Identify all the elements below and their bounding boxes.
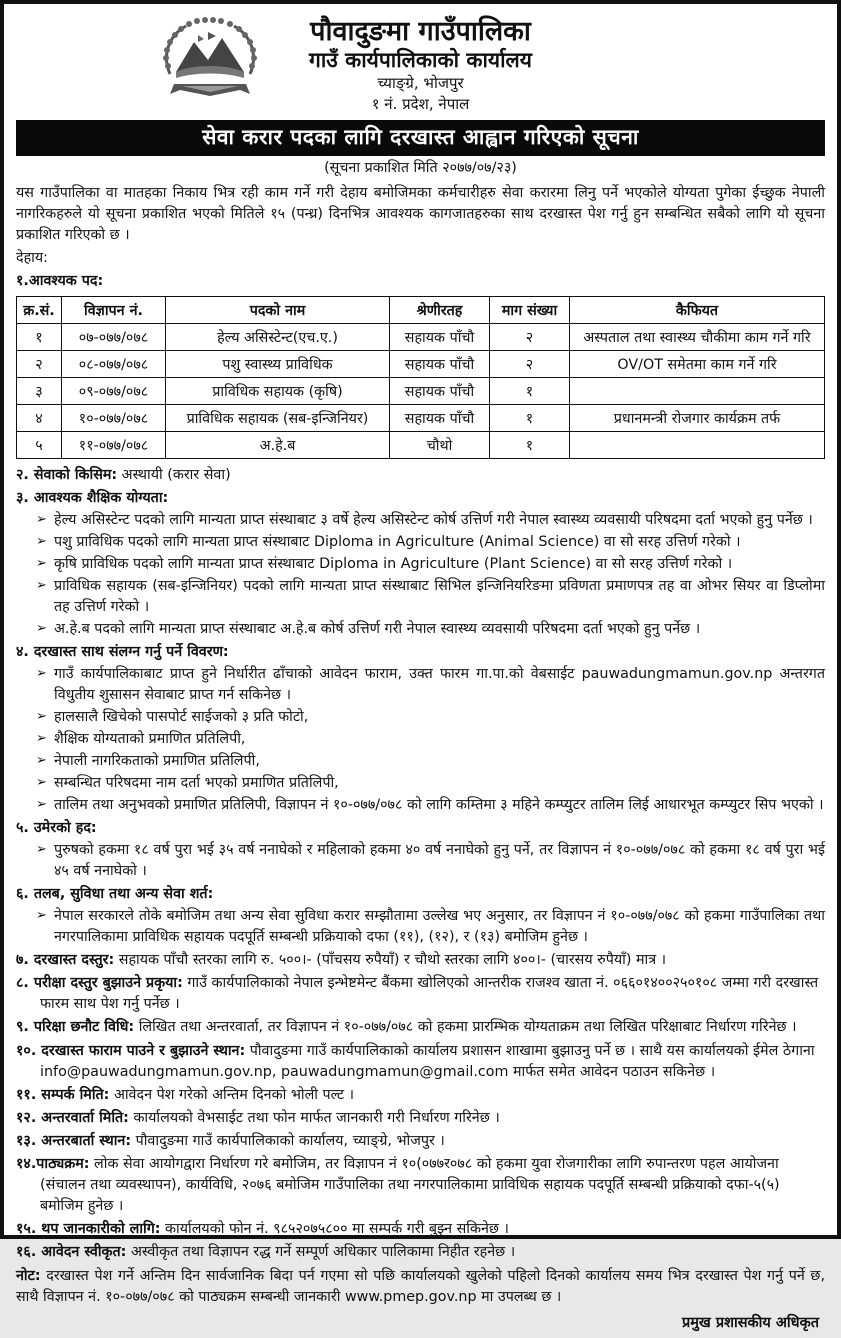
section-title: ६. तलब, सुविधा तथा अन्य सेवा शर्त: [16, 886, 214, 903]
table-row [17, 351, 825, 378]
section-text: कार्यालयको फोन नं. ९८५२०७५८०० मा सम्पर्क गरी बुझ्न सकिनेछ । [160, 1220, 509, 1237]
table-cell: सहायक पाँचौ [390, 405, 490, 432]
section-text: अस्थायी (करार सेवा) [117, 467, 231, 484]
section-text: पौवादुङमा गाउँ कार्यपालिकाको कार्यालय, च्याङ्ग्रे, भोजपुर । [131, 1132, 445, 1149]
bullet-text: पशु प्राविधिक पदको लागि मान्यता प्राप्त संस्थाबाट Diploma in Agriculture (Animal Science) वा सो सरह उत्तिर्ण गरेको । [54, 534, 741, 551]
note-text: दरखास्त पेश गर्ने अन्तिम दिन सार्वजानिक बिदा पर्न गएमा सो पछि कार्यालयको खुलेको पहिलो दिनको कार्यालय समय भित्र दरखास्त पेश गर्नु पर्ने छ, साथै विज्ञापन नं. १०-०७७/०७८ को पाठ्यक्रम सम्बन्धी जानकारी www.pmep.gov.np मा उपलब्ध छ । [16, 1267, 825, 1305]
table-cell: २ [490, 351, 570, 378]
arrow-bullet-icon: ➢ [36, 775, 47, 791]
table-cell: सहायक पाँचौ [390, 351, 490, 378]
bullet-item [36, 795, 825, 816]
table-cell: १ [490, 378, 570, 405]
intro-paragraph: यस गाउँपालिका वा मातहका निकाय भित्र रही काम गर्ने गरी देहाय बमोजिमका कर्मचारीहरु सेवा करारमा लिनु पर्ने भएकोले योग्यता पुगेका ईच्छुक नेपाली नागरिकहरुले यो सूचना प्रकाशित भएको मितिले १५ (पन्ध्र) दिनभित्र आवश्यक कागजातहरुका साथ दरखास्त पेश गर्नु हुन सम्बन्धित सबैको लागि यो सूचना प्रकाशित गरिएको छ । [16, 185, 826, 244]
section-heading [16, 1219, 825, 1240]
bullet-text: कृषि प्राविधिक पदको लागि मान्यता प्राप्त संस्थाबाट Diploma in Agriculture (Plant Science) वा सो सरह उत्तिर्ण गरेको । [54, 556, 733, 573]
section-title: ७. दरखास्त दस्तुर: [16, 952, 115, 969]
bullet-item [36, 554, 825, 575]
section-heading [16, 818, 825, 839]
section-heading [16, 950, 825, 971]
table-row [17, 405, 825, 432]
section-title: ८. परीक्षा दस्तुर बुझाउने प्रकृया: [16, 975, 183, 992]
bullet-text: हेल्य असिस्टेन्ट पदको लागि मान्यता प्राप्त संस्थाबाट ३ वर्षे हेल्य असिस्टेन्ट कोर्ष उत्तिर्ण गरी नेपाल स्वास्थ्य व्यवसायी परिषदमा दर्ता भएको हुनु पर्नेछ । [54, 512, 813, 529]
bullet-item [36, 664, 825, 706]
table-cell: २ [490, 324, 570, 351]
note-label: नोट: [16, 1267, 41, 1284]
arrow-bullet-icon: ➢ [36, 534, 47, 550]
column-header: श्रेणीरतह [390, 297, 490, 324]
section-text: आवेदन पेश गरेको अन्तिम दिनको भोली पल्ट । [109, 1086, 355, 1103]
bullet-text: तालिम तथा अनुभवको प्रमाणित प्रतिलिपी, विज्ञापन नं १०-०७७/०७८ को लागि कम्तिमा ३ महिने कम्प्युटर तालिम लिई आधारभूत कम्प्युटर सिप भएको । [54, 797, 824, 814]
notice-title-banner: सेवा करार पदका लागि दरखास्त आह्वान गरिएको सूचना [16, 120, 825, 156]
table-cell: पशु स्वास्थ्य प्राविधिक [166, 351, 390, 378]
section-title: ४. दरखास्त साथ संलग्न गर्नु पर्ने विवरण: [16, 644, 229, 661]
column-header: क्र.सं. [17, 297, 62, 324]
section-text: गाउँ कार्यपालिकाको नेपाल इन्भेष्टमेन्ट बैंकमा खोलिएको आन्तरीक राजश्व खाता नं. ०६६०१४००२५०१०८ जम्मा गरी दरखास्त फारम साथ पेश गर्नु पर्नेछ । [40, 975, 819, 1013]
section-heading [16, 973, 825, 1015]
bullet-text: नेपाल सरकारले तोके बमोजिम तथा अन्य सेवा सुविधा करार सम्झौतामा उल्लेख भए अनुसार, तर विज्ञापन नं १०-०७७/०७८ को हकमा गाउँपालिका तथा नगरपालिकामा प्राविधिक सहायक पदपूर्ति सम्बन्धी प्रक्रियाको दफा (११), (१२), र (१३) बमोजिम हुनेछ । [54, 908, 825, 946]
section-title: १३. अन्तरबार्ता स्थान: [16, 1132, 132, 1149]
table-row [17, 324, 825, 351]
bullet-item [36, 751, 825, 772]
section-1-title: १.आवश्यक पद: [16, 273, 104, 290]
table-header-row [17, 297, 825, 324]
arrow-bullet-icon: ➢ [36, 842, 47, 858]
table-cell: ४ [17, 405, 62, 432]
arrow-bullet-icon: ➢ [36, 797, 47, 813]
municipality-name: पौवादुङमा गाउँपालिका [310, 16, 531, 47]
bullet-item [36, 510, 825, 531]
bullet-item [36, 840, 825, 882]
table-cell: १ [17, 324, 62, 351]
table-cell [570, 432, 825, 459]
bullet-text: शैक्षिक योग्यताको प्रमाणित प्रतिलिपी, [54, 731, 246, 748]
column-header: विज्ञापन नं. [62, 297, 166, 324]
section-title: ५. उमेरको हद: [16, 820, 97, 837]
table-cell: सहायक पाँचौ [390, 378, 490, 405]
arrow-bullet-icon: ➢ [36, 556, 47, 572]
section-text: सहायक पाँचौ स्तरका लागि रु. ५००।- (पाँचसय रुपैयाँ) र चौथो स्तरका लागि ४००।- (चारसय रुपैयाँ) मात्र । [114, 952, 667, 969]
sections-list [16, 465, 825, 1263]
table-cell: प्राविधिक सहायक (सब-इन्जिनियर) [166, 405, 390, 432]
section-heading [16, 1108, 825, 1129]
table-cell: ३ [17, 378, 62, 405]
section-heading [16, 1154, 825, 1217]
table-cell: १ [490, 432, 570, 459]
published-date: (सूचना प्रकाशित मिति २०७७/०७/२३) [324, 160, 517, 176]
table-cell [570, 378, 825, 405]
bullet-text: प्राविधिक सहायक (सब-इन्जिनियर) पदको लागि मान्यता प्राप्त संस्थाबाट सिभिल इन्जिनियरिङमा प्रविणता प्रमाणपत्र तह वा ओभर सियर वा डिप्लोमा तह उत्तिर्ण गरेको । [54, 578, 825, 616]
bullet-item [36, 532, 825, 553]
bullet-text: नेपाली नागरिकताको प्रमाणित प्रतिलिपी, [54, 753, 260, 770]
table-cell: ११-०७७/०७८ [62, 432, 166, 459]
section-heading [16, 1085, 825, 1106]
office-address: च्याङ्ग्रे, भोजपुर [377, 74, 464, 93]
arrow-bullet-icon: ➢ [36, 666, 47, 682]
section-title: ३. आवश्यक शैक्षिक योग्यता: [16, 490, 169, 507]
column-header: माग संख्या [490, 297, 570, 324]
section-text: लिखित तथा अन्तरवार्ता, तर विज्ञापन नं १०-०७७/०७८ को हकमा प्रारम्भिक योग्यताक्रम तथा लिखित परिक्षाबाट निर्धारण गरिनेछ । [134, 1019, 797, 1036]
section-heading [16, 1131, 825, 1152]
section-title: १२. अन्तरवार्ता मिति: [16, 1109, 129, 1126]
arrow-bullet-icon: ➢ [36, 731, 47, 747]
nepal-emblem-icon [152, 14, 268, 114]
section-text: लोक सेवा आयोगद्वारा निर्धारण गरे बमोजिम, तर विज्ञापन नं १०(०७७र०७८ को हकमा युवा रोजगारीका लागि रुपान्तरण पहल आयोजना (संचालन तथा व्यवस्थापन), कार्यविधि, २०७६ बमोजिम गाउँपालिका तथा नगरपालिकामा प्राविधिक सहायक पदपूर्ति सम्बन्धी प्रक्रियाको दफा-५(५) बमोजिम हुनेछ । [40, 1155, 780, 1214]
section-heading [16, 1041, 825, 1083]
bullet-text: सम्बन्धित परिषदमा नाम दर्ता भएको प्रमाणित प्रतिलिपी, [54, 775, 339, 792]
section-title: १६. आवेदन स्वीकृत: [16, 1243, 127, 1260]
table-row [17, 432, 825, 459]
table-row [17, 378, 825, 405]
table-cell: प्राविधिक सहायक (कृषि) [166, 378, 390, 405]
section-text: पौवादुङमा गाउँ कार्यपालिकाको कार्यालय प्रशासन शाखामा बुझाउनु पर्ने छ । साथै यस कार्यालयको ईमेल ठेगाना info@pauwadungmamun.gov.np, pauwadungmamun@gmail.com मार्फत समेत आवेदन पठाउन सकिनेछ । [40, 1042, 815, 1080]
section-title: १५. थप जानकारीको लागि: [16, 1220, 161, 1237]
section-text: कार्यालयको वेभसाईट तथा फोन मार्फत जानकारी गरी निर्धारण गरिनेछ । [128, 1109, 500, 1126]
bullet-text: अ.हे.ब पदको लागि मान्यता प्राप्त संस्थाबाट अ.हे.ब कोर्ष उत्तिर्ण गरी नेपाल स्वास्थ्य व्यवसायी परिषदमा दर्ता भएको हुनु पर्नेछ । [54, 621, 701, 638]
table-cell: १ [490, 405, 570, 432]
section-text: अस्वीकृत तथा विज्ञापन रद्ध गर्ने सम्पूर्ण अधिकार पालिकामा निहीत रहनेछ । [126, 1243, 516, 1260]
section-title: ९. परिक्षा छनौट विधि: [16, 1019, 135, 1036]
bullet-item [36, 773, 825, 794]
section-heading [16, 642, 825, 663]
letterhead [16, 12, 825, 116]
table-cell: अ.हे.ब [166, 432, 390, 459]
table-cell: हेल्य असिस्टेन्ट(एच.ए.) [166, 324, 390, 351]
bullet-item [36, 729, 825, 750]
bullet-item [36, 619, 825, 640]
office-name: गाउँ कार्यपालिकाको कार्यालय [309, 48, 532, 73]
arrow-bullet-icon: ➢ [36, 753, 47, 769]
table-cell: ०८-०७७/०७८ [62, 351, 166, 378]
table-cell: चौथो [390, 432, 490, 459]
column-header: कैफियत [570, 297, 825, 324]
section-heading [16, 465, 825, 486]
section-heading [16, 1017, 825, 1038]
section-title: १०. दरखास्त फाराम पाउने र बुझाउने स्थान: [16, 1042, 246, 1059]
table-cell: प्रधानमन्त्री रोजगार कार्यक्रम तर्फ [570, 405, 825, 432]
section-heading [16, 884, 825, 905]
arrow-bullet-icon: ➢ [36, 512, 47, 528]
table-cell: ०९-०७७/०७८ [62, 378, 166, 405]
bullet-item [36, 707, 825, 728]
column-header: पदको नाम [166, 297, 390, 324]
section-heading [16, 1242, 825, 1263]
arrow-bullet-icon: ➢ [36, 908, 47, 924]
bullet-item [36, 576, 825, 618]
signature-title: प्रमुख प्रशासकीय अधिकृत [682, 1314, 819, 1331]
table-cell: सहायक पाँचौ [390, 324, 490, 351]
section-title: १४.पाठ्यक्रम: [16, 1155, 90, 1172]
note-line [16, 1266, 825, 1308]
positions-table [16, 296, 825, 459]
section-title: २. सेवाको किसिम: [16, 467, 118, 484]
table-cell: २ [17, 351, 62, 378]
bullet-item [36, 906, 825, 948]
bullet-text: गाउँ कार्यपालिकाबाट प्राप्त हुने निर्धारीत ढाँचाको आवेदन फाराम, उक्त फारम गा.पा.को वेबसाईट pauwadungmamun.gov.np अन्तरगत विधुतीय शुसासन सेवाबाट प्राप्त गर्न सकिनेछ । [54, 666, 825, 704]
arrow-bullet-icon: ➢ [36, 621, 47, 637]
table-cell: १०-०७७/०७८ [62, 405, 166, 432]
section-title: ११. सम्पर्क मिति: [16, 1086, 110, 1103]
table-cell: OV/OT समेतमा काम गर्ने गरि [570, 351, 825, 378]
dehaya-label: देहाय: [16, 250, 48, 267]
table-cell: ५ [17, 432, 62, 459]
bullet-text: हालसालै खिचेको पासपोर्ट साईजको ३ प्रति फोटो, [54, 709, 309, 726]
arrow-bullet-icon: ➢ [36, 709, 47, 725]
table-cell: अस्पताल तथा स्वास्थ्य चौकीमा काम गर्ने गरि [570, 324, 825, 351]
table-cell: ०७-०७७/०७८ [62, 324, 166, 351]
section-heading [16, 488, 825, 509]
bullet-text: पुरुषको हकमा १८ वर्ष पुरा भई ३५ वर्ष ननाघेको र महिलाको हकमा ४० वर्ष ननाघेको हुनु पर्ने, तर विज्ञापन नं १०-०७७/०७८ को हकमा १८ वर्ष पुरा भई ४५ वर्ष ननाघेको । [54, 842, 825, 880]
arrow-bullet-icon: ➢ [36, 578, 47, 594]
province-line: १ नं. प्रदेश, नेपाल [371, 95, 470, 114]
table-body [17, 324, 825, 459]
